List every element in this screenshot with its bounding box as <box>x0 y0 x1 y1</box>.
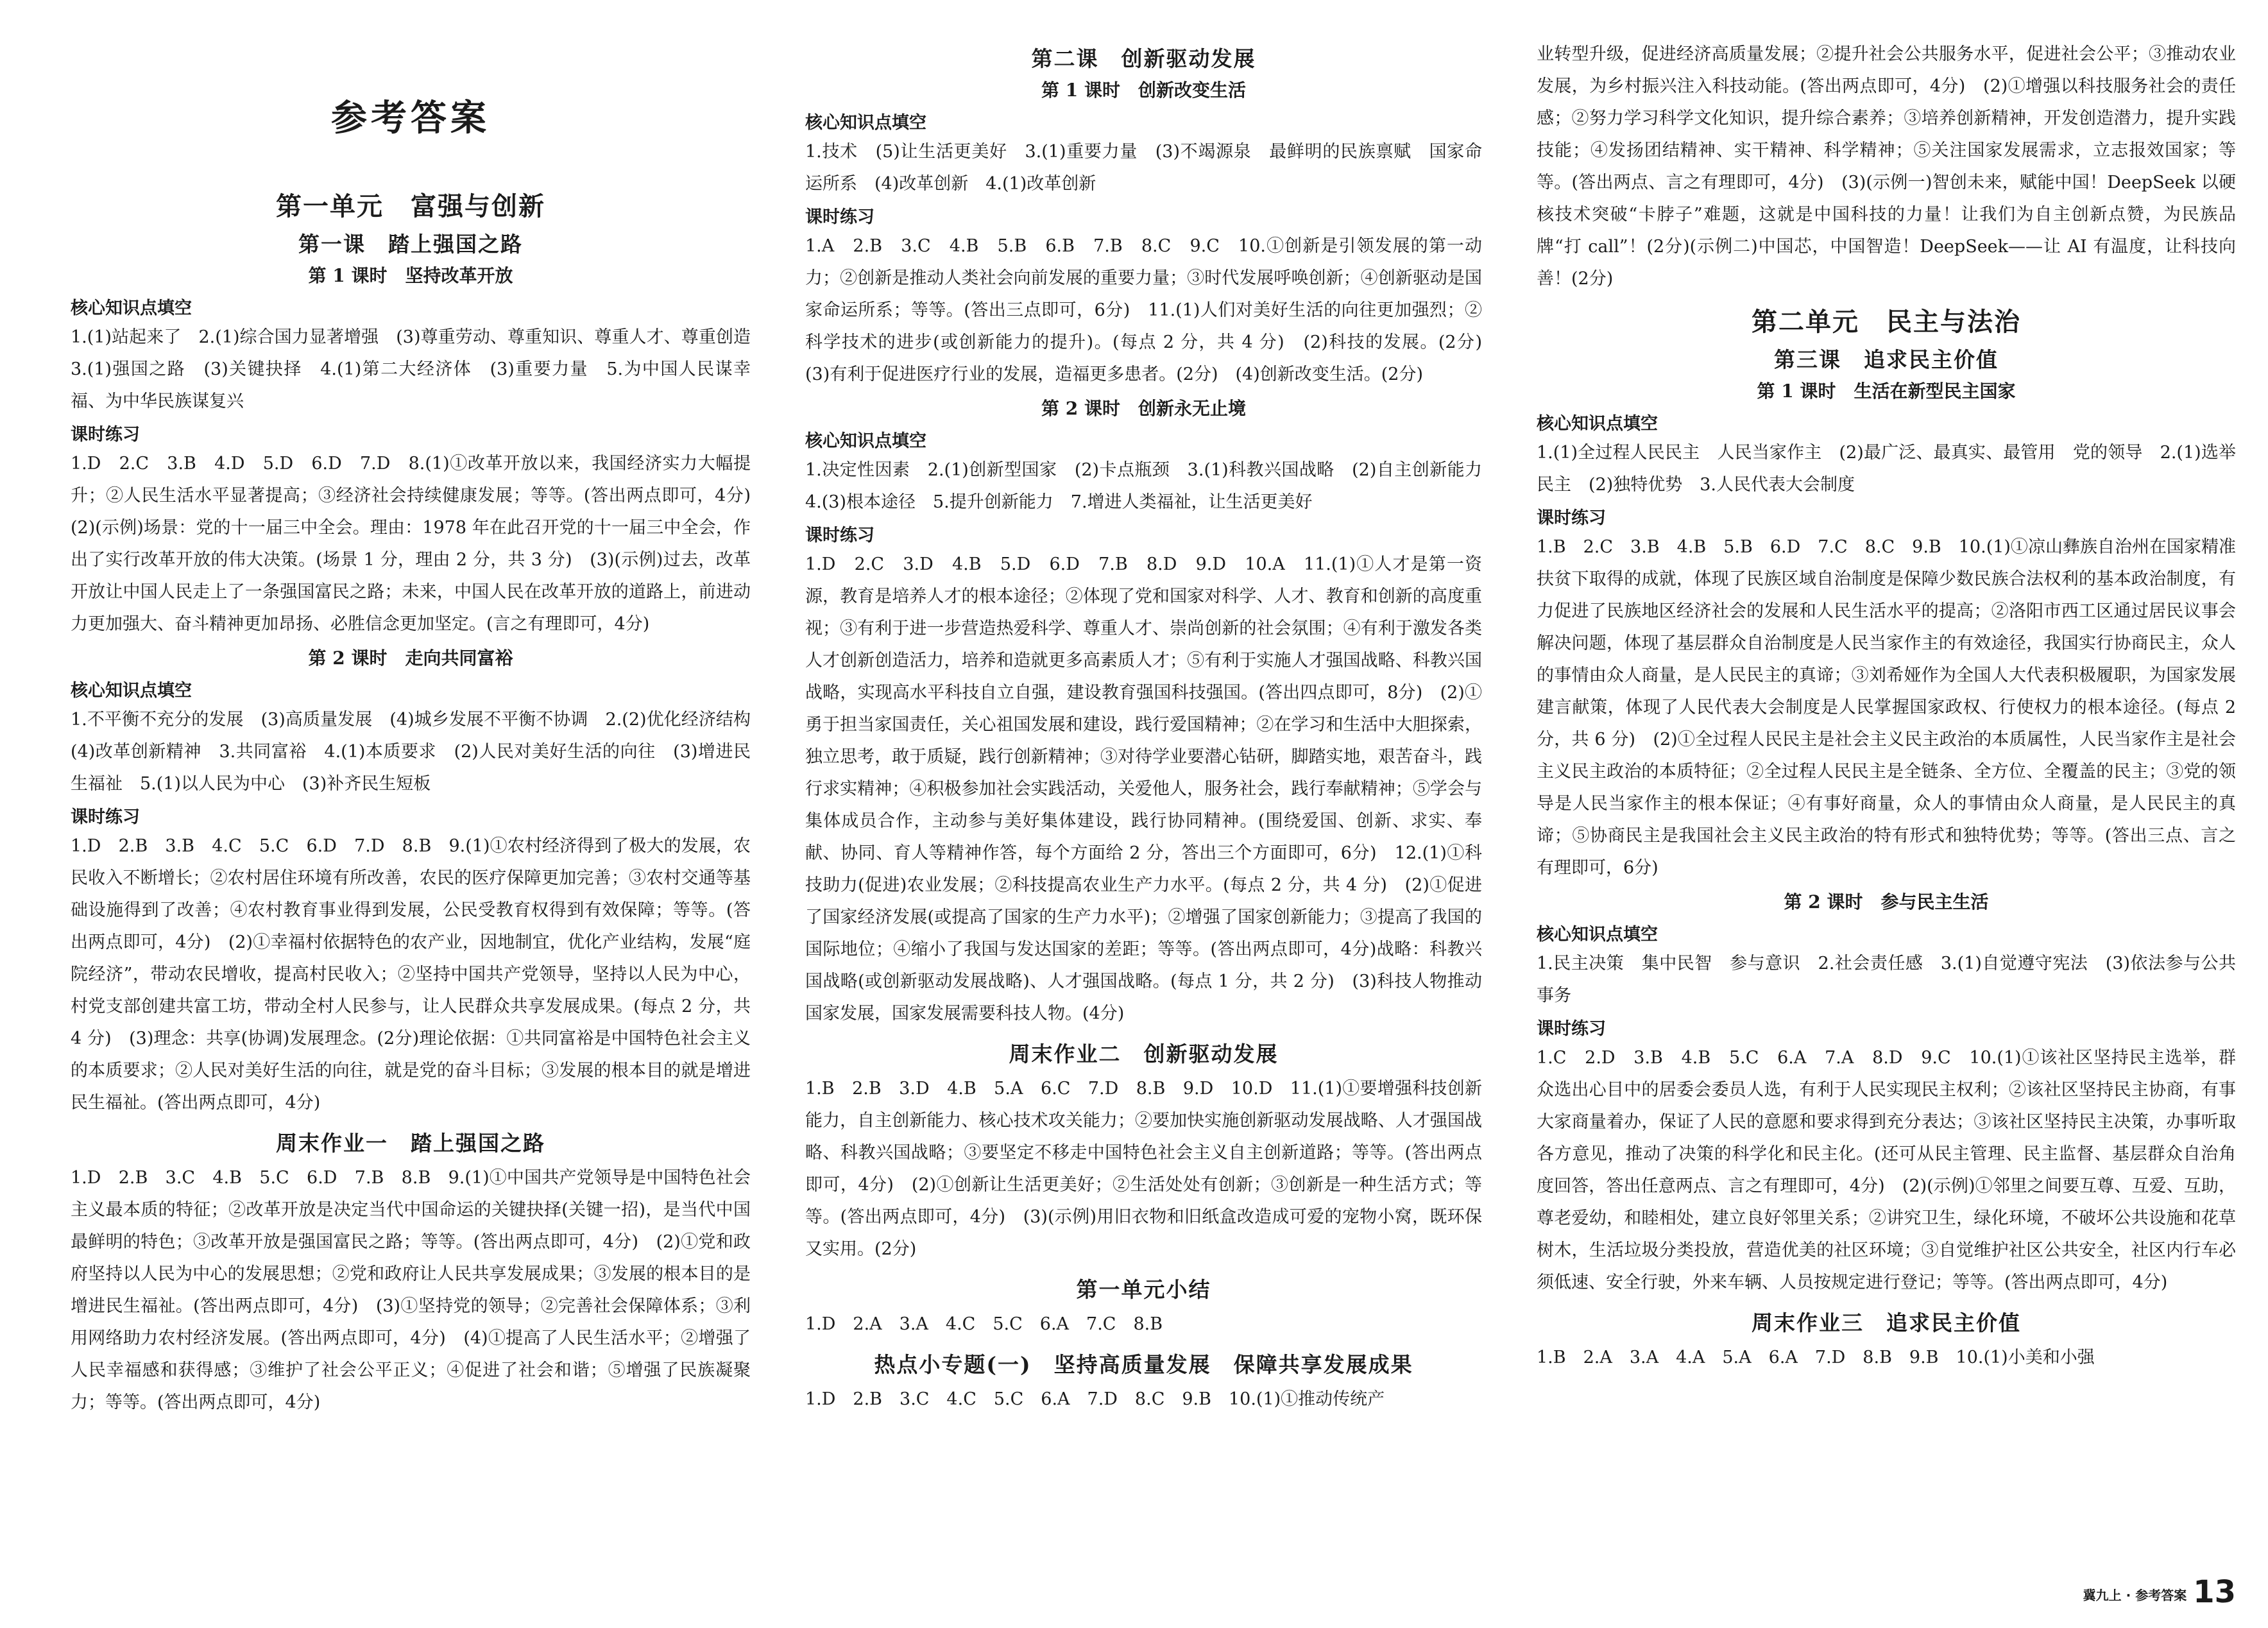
l3p1-core-answers: 1.(1)全过程人民民主 人民当家作主 (2)最广泛、最真实、最管用 党的领导 2.(1)选举民主 (2)独特优势 3.人民代表大会制度 <box>1537 443 2236 495</box>
l2p2-core-answers: 1.决定性因素 2.(1)创新型国家 (2)卡点瓶颈 3.(1)科教兴国战略 (2)自主创新能力 4.(3)根本途径 5.提升创新能力 7.增进人类福祉，让生活更美好 <box>805 460 1499 512</box>
page-footer <box>2083 1574 2236 1610</box>
unit2-heading: 第二单元 民主与法治 <box>1752 307 2021 337</box>
core-label: 核心知识点填空 <box>1537 414 1658 434</box>
weekend2-answers: 1.B 2.B 3.D 4.B 5.A 6.C 7.D 8.B 9.D 10.D 11.(1)①要增强科技创新能力，自主创新能力、核心技术攻关能力；②要加快实施创新驱动发展战略、人才强国战略、科教兴国战略；③要坚定不移走中国特色社会主义自主创新道路；等等。(答出两点即可，4分) (2)①创新让生活更美好；②生活处处有创新；③创新是一种生活方式；等等。(答出两点即可，4分) (3)(示例)用旧衣物和旧纸盒改造成可爱的宠物小窝，既环保又实用。(2分) <box>805 1079 1482 1259</box>
practice-label: 课时练习 <box>1537 508 1606 528</box>
lesson3-heading: 第三课 追求民主价值 <box>1774 347 1999 372</box>
l3p2-core-answers: 1.民主决策 集中民智 参与意识 2.社会责任感 3.(1)自觉遵守宪法 (3)依法参与公共事务 <box>1537 954 2236 1006</box>
l2p2-practice-answers: 1.D 2.C 3.D 4.B 5.D 6.D 7.B 8.D 9.D 10.A 11.(1)①人才是第一资源，教育是培养人才的根本途径；②体现了党和国家对科学、人才、教育和创新的高度重视；③有利于进一步营造热爱科学、尊重人才、崇尚创新的社会氛围；④有利于激发各类人才创新创造活力，培养和造就更多高素质人才；⑤有利于实施人才强国战略、科教兴国战略，实现高水平科技自立自强，建设教育强国科技强国。(答出四点即可，8分) (2)①勇于担当家国责任，关心祖国发展和建设，践行爱国精神；②在学习和生活中大胆探索，独立思考，敢于质疑，践行创新精神；③对待学业要潜心钻研，脚踏实地，艰苦奋斗，践行求实精神；④积极参加社会实践活动，关爱他人，服务社会，践行奉献精神；⑤学会与集体成员合作，主动参与美好集体建设，践行协同精神。(围绕爱国、创新、求实、奉献、协同、育人等精神作答，每个方面给 2 分，答出三个方面即可，6分) 12.(1)①科技助力(促进)农业发展；②科技提高农业生产力水平。(每点 2 分，共 4 分) (2)①促进了国家经济发展(或提高了国家的生产力水平)；②增强了国家创新能力；③提高了我国的国际地位；④缩小了我国与发达国家的差距；等等。(答出两点即可，4分)战略：科教兴国战略(或创新驱动发展战略)、人才强国战略。(每点 1 分，共 2 分) (3)科技人物推动国家发展，国家发展需要科技人物。(4分) <box>805 554 1482 1024</box>
lesson2-heading: 第二课 创新驱动发展 <box>1031 46 1256 71</box>
l2p1-practice-answers: 1.A 2.B 3.C 4.B 5.B 6.B 7.B 8.C 9.C 10.①创新是引领发展的第一动力；②创新是推动人类社会向前发展的重要力量；③时代发展呼唤创新；④创新驱动是国家命运所系；等等。(答出三点即可，6分) 11.(1)人们对美好生活的向往更加强烈；②科学技术的进步(或创新能力的提升)。(每点 2 分，共 4 分) (2)科技的发展。(2分) (3)有利于促进医疗行业的发展，造福更多患者。(2分) (4)创新改变生活。(2分) <box>805 236 1499 384</box>
page-title: 参考答案 <box>331 97 490 139</box>
footer-label: 冀九上 · 参考答案 <box>2083 1588 2187 1603</box>
l3p2-practice-answers: 1.C 2.D 3.B 4.B 5.C 6.A 7.A 8.D 9.C 10.(1)①该社区坚持民主选举，群众选出心目中的居委会委员人选，有利于人民实现民主权利；②该社区坚持民主协商，有事大家商量着办，保证了人民的意愿和要求得到充分表达；③该社区坚持民主决策，办事听取各方意见，推动了决策的科学化和民主化。(还可从民主管理、民主监督、基层群众自治角度回答，答出任意两点、言之有理即可，4分) (2)(示例)①邻里之间要互尊、互爱、互助，尊老爱幼，和睦相处，建立良好邻里关系；②讲究卫生，绿化环境，不破坏公共设施和花草树木，生活垃圾分类投放，营造优美的社区环境；③自觉维护社区公共安全，社区内行车必须低速、安全行驶，外来车辆、人员按规定进行登记；等等。(答出两点即可，4分) <box>1537 1048 2236 1292</box>
core-label: 核心知识点填空 <box>1537 925 1658 945</box>
weekend1-heading: 周末作业一 踏上强国之路 <box>276 1131 545 1156</box>
practice-label: 课时练习 <box>71 807 140 827</box>
l3p2-heading: 第 2 课时 参与民主生活 <box>1784 891 1989 913</box>
practice-label: 课时练习 <box>805 207 874 227</box>
l3p1-heading: 第 1 课时 生活在新型民主国家 <box>1757 381 2016 402</box>
column-right <box>1537 39 2236 1585</box>
core-label: 核心知识点填空 <box>805 113 926 133</box>
l1p1-heading: 第 1 课时 坚持改革开放 <box>308 265 513 286</box>
l3p1-practice-answers: 1.B 2.C 3.B 4.B 5.B 6.D 7.C 8.C 9.B 10.(1)①凉山彝族自治州在国家精准扶贫下取得的成就，体现了民族区域自治制度是保障少数民族合法权利的基本政治制度，有力促进了民族地区经济社会的发展和人民生活水平的提高；②洛阳市西工区通过居民议事会解决问题，体现了基层群众自治制度是人民当家作主的有效途径，我国实行协商民主，众人的事情由众人商量，是人民民主的真谛；③刘希娅作为全国人大代表积极履职，为国家发展建言献策，体现了人民代表大会制度是人民掌握国家政权、行使权力的根本途径。(每点 2 分，共 6 分) (2)①全过程人民民主是社会主义民主政治的本质属性，人民当家作主是社会主义民主政治的本质特征；②全过程人民民主是全链条、全方位、全覆盖的民主；③党的领导是人民当家作主的根本保证；④有事好商量，众人的事情由众人商量，是人民民主的真谛；⑤协商民主是我国社会主义民主政治的特有形式和独特优势；等等。(答出三点、言之有理即可，6分) <box>1537 537 2236 878</box>
topic1-answers: 1.D 2.B 3.C 4.C 5.C 6.A 7.D 8.C 9.B 10.(1)①推动传统产 <box>805 1389 1385 1409</box>
unit1-summary-answers: 1.D 2.A 3.A 4.C 5.C 6.A 7.C 8.B <box>805 1314 1163 1334</box>
page-number: 13 <box>2193 1574 2236 1610</box>
l1p1-practice-answers: 1.D 2.C 3.B 4.D 5.D 6.D 7.D 8.(1)①改革开放以来，我国经济实力大幅提升；②人民生活水平显著提高；③经济社会持续健康发展；等等。(答出两点即可，4分) (2)(示例)场景：党的十一届三中全会。理由：1978 年在此召开党的十一届三中全会，作出了实行改革开放的伟大决策。(场景 1 分，理由 2 分，共 3 分) (3)(示例)过去，改革开放让中国人民走上了一条强国富民之路；未来，中国人民在改革开放的道路上，前进动力更加强大、奋斗精神更加昂扬、必胜信念更加坚定。(言之有理即可，4分) <box>71 454 768 634</box>
l2p1-core-answers: 1.技术 (5)让生活更美好 3.(1)重要力量 (3)不竭源泉 最鲜明的民族禀赋 国家命运所系 (4)改革创新 4.(1)改革创新 <box>805 142 1482 194</box>
practice-label: 课时练习 <box>805 526 874 545</box>
weekend3-heading: 周末作业三 追求民主价值 <box>1752 1310 2021 1335</box>
practice-label: 课时练习 <box>1537 1019 1606 1039</box>
l1p2-core-answers: 1.不平衡不充分的发展 (3)高质量发展 (4)城乡发展不平衡不协调 2.(2)优化经济结构 (4)改革创新精神 3.共同富裕 4.(1)本质要求 (2)人民对美好生活的向往 (3)增进民生福祉 5.(1)以人民为中心 (3)补齐民生短板 <box>71 710 768 794</box>
core-label: 核心知识点填空 <box>805 431 926 451</box>
l1p2-practice-answers: 1.D 2.B 3.B 4.C 5.C 6.D 7.D 8.B 9.(1)①农村经济得到了极大的发展，农民收入不断增长；②农村居住环境有所改善，农民的医疗保障更加完善；③农村交通等基础设施得到了改善；④农村教育事业得到发展，公民受教育权得到有效保障；等等。(答出两点即可，4分) (2)①幸福村依据特色的农产业，因地制宜，优化产业结构，发展“庭院经济”，带动农民增收，提高村民收入；②坚持中国共产党领导，坚持以人民为中心，村党支部创建共富工坊，带动全村人民参与，让人民群众共享发展成果。(每点 2 分，共 4 分) (3)理念：共享(协调)发展理念。(2分)理论依据：①共同富裕是中国特色社会主义的本质要求；②人民对美好生活的向往，就是党的奋斗目标；③发展的根本目的就是增进民生福祉。(答出两点即可，4分) <box>71 836 751 1113</box>
core-label: 核心知识点填空 <box>71 681 192 701</box>
lesson1-heading: 第一课 踏上强国之路 <box>298 232 523 257</box>
l2p1-heading: 第 1 课时 创新改变生活 <box>1041 80 1246 101</box>
unit1-summary-heading: 第一单元小结 <box>1076 1277 1211 1302</box>
topic1-heading: 热点小专题(一) 坚持高质量发展 保障共享发展成果 <box>874 1352 1413 1377</box>
topic1-answers-continued: 业转型升级，促进经济高质量发展；②提升社会公共服务水平，促进社会公平；③推动农业发展，为乡村振兴注入科技动能。(答出两点即可，4分) (2)①增强以科技服务社会的责任感；②努力学习科学文化知识，提升综合素养；③培养创新精神，开发创造潜力，提升实践技能；④发扬团结精神、实干精神、科学精神；⑤关注国家发展需求，立志报效国家；等等。(答出两点、言之有理即可，4分) (3)(示例一)智创未来，赋能中国！DeepSeek 以硬核技术突破“卡脖子”难题，这就是中国科技的力量！让我们为自主创新点赞，为民族品牌“打 call”！(2分)(示例二)中国芯，中国智造！DeepSeek——让 AI 有温度，让科技向善！(2分) <box>1537 44 2236 289</box>
weekend2-heading: 周末作业二 创新驱动发展 <box>1009 1041 1279 1067</box>
l1p1-core-answers: 1.(1)站起来了 2.(1)综合国力显著增强 (3)尊重劳动、尊重知识、尊重人才、尊重创造 3.(1)强国之路 (3)关键抉择 4.(1)第二大经济体 (3)重要力量 5.为中国人民谋幸福、为中华民族谋复兴 <box>71 327 768 411</box>
l2p2-heading: 第 2 课时 创新永无止境 <box>1041 398 1246 419</box>
weekend1-answers: 1.D 2.B 3.C 4.B 5.C 6.D 7.B 8.B 9.(1)①中国共产党领导是中国特色社会主义最本质的特征；②改革开放是决定当代中国命运的关键抉择(关键一招)，是当代中国最鲜明的特色；③改革开放是强国富民之路；等等。(答出两点即可，4分) (2)①党和政府坚持以人民为中心的发展思想；②党和政府让人民共享发展成果；③发展的根本目的是增进民生福祉。(答出两点即可，4分) (3)①坚持党的领导；②完善社会保障体系；③利用网络助力农村经济发展。(答出两点即可，4分) (4)①提高了人民生活水平；②增强了人民幸福感和获得感；③维护了社会公平正义；④促进了社会和谐；⑤增强了民族凝聚力；等等。(答出两点即可，4分) <box>71 1168 751 1412</box>
core-label: 核心知识点填空 <box>71 298 192 318</box>
column-left <box>71 39 768 1585</box>
practice-label: 课时练习 <box>71 425 140 445</box>
l1p2-heading: 第 2 课时 走向共同富裕 <box>308 647 513 669</box>
column-middle <box>805 39 1499 1585</box>
unit1-heading: 第一单元 富强与创新 <box>276 191 545 221</box>
weekend3-answers: 1.B 2.A 3.A 4.A 5.A 6.A 7.D 8.B 9.B 10.(1)小美和小强 <box>1537 1348 2095 1367</box>
